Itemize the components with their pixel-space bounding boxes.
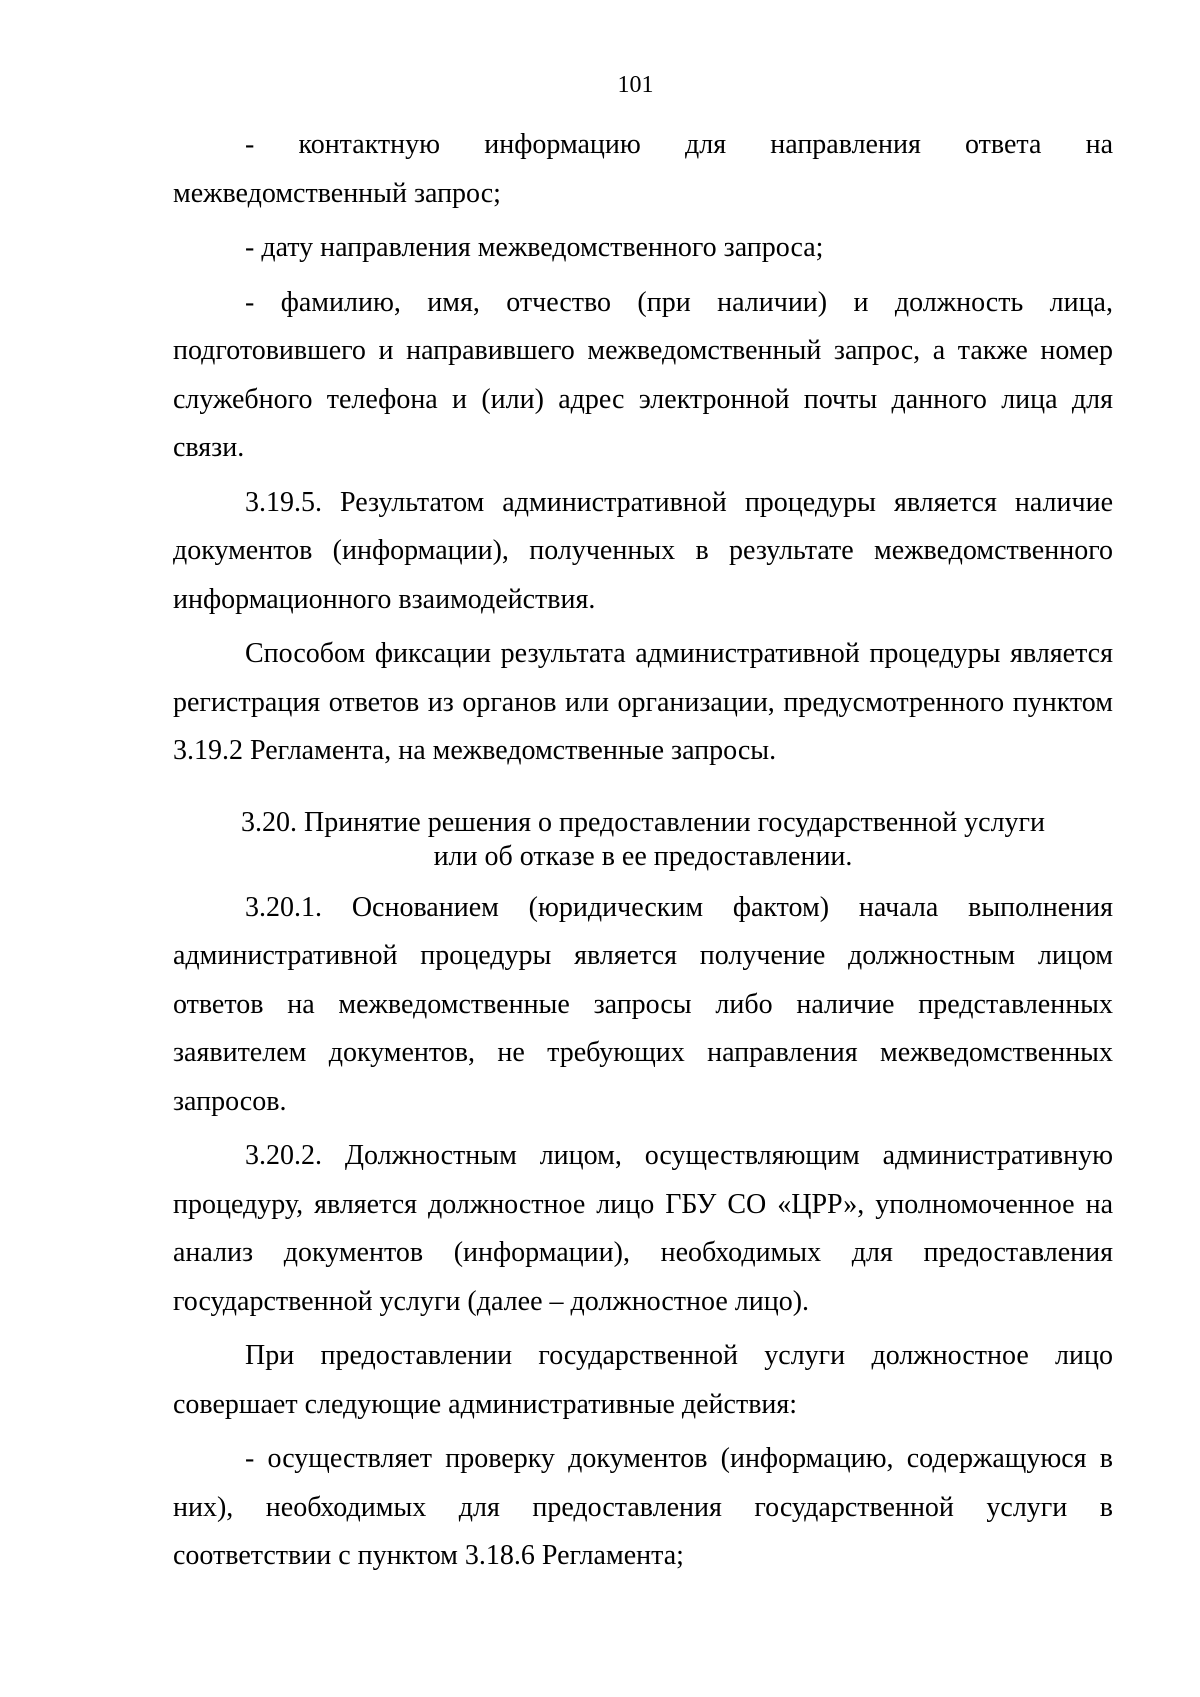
document-body <box>173 121 1113 1581</box>
section-heading-line-2: или об отказе в ее предоставлении. <box>433 840 853 872</box>
paragraph-contact-info: - контактную информацию для направления ответа на межведомственный запрос; <box>173 129 1113 209</box>
paragraph-responsible-person: - фамилию, имя, отчество (при наличии) и должность лица, подготовившего и направившего межведомственный запрос, а также номер служебного телефона и (или) адрес электронной почты данного лица для связи. <box>173 286 1113 463</box>
paragraph-3-19-5: 3.19.5. Результатом административной процедуры является наличие документов (информации), полученных в результате межведомственного информационного взаимодействия. <box>173 486 1113 615</box>
paragraph-3-20-1: 3.20.1. Основанием (юридическим фактом) начала выполнения административной процедуры является получение должностным лицом ответов на межведомственные запросы либо наличие представленных заявителем документов, не требующих направления межведомственных запросов. <box>173 891 1113 1117</box>
section-heading-3-20 <box>173 806 1113 874</box>
paragraph-3-20-2: 3.20.2. Должностным лицом, осуществляющим административную процедуру, является должностное лицо ГБУ СО «ЦРР», уполномоченное на анализ документов (информации), необходимых для предоставления государственной услуги (далее – должностное лицо). <box>173 1140 1113 1317</box>
paragraph-fixation-method: Способом фиксации результата административной процедуры является регистрация ответов из органов или организации, предусмотренного пунктом 3.19.2 Регламента, на межведомственные запросы. <box>173 638 1113 766</box>
paragraph-document-check: - осуществляет проверку документов (информацию, содержащуюся в них), необходимых для предоставления государственной услуги в соответствии с пунктом 3.18.6 Регламента; <box>173 1443 1113 1571</box>
paragraph-request-date: - дату направления межведомственного запроса; <box>245 232 824 263</box>
page-number: 101 <box>617 72 654 98</box>
paragraph-administrative-actions: При предоставлении государственной услуги должностное лицо совершает следующие административные действия: <box>173 1340 1113 1420</box>
section-heading-line-1: 3.20. Принятие решения о предоставлении государственной услуги <box>240 806 1046 838</box>
